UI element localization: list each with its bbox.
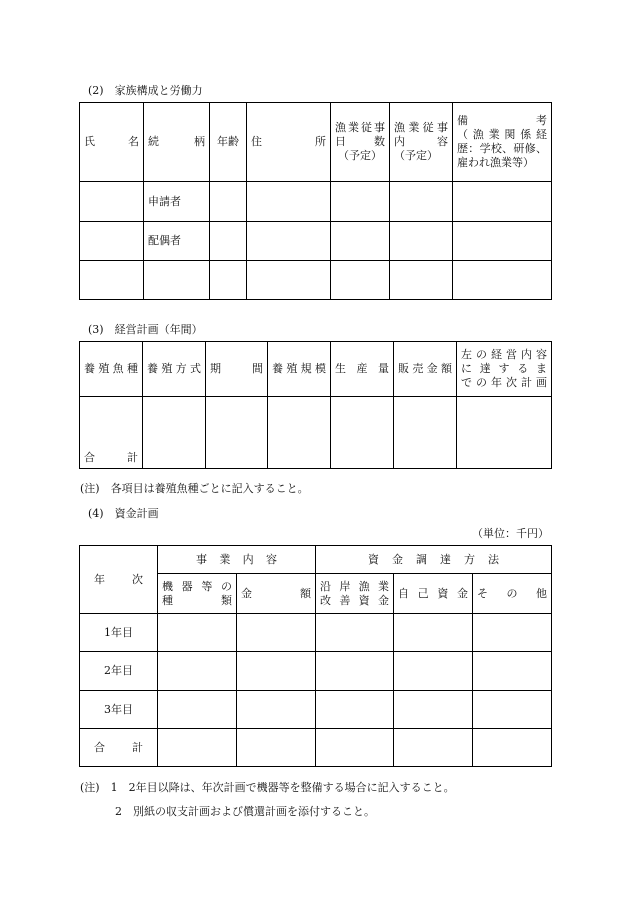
table-row <box>80 261 552 300</box>
header-business: 事 業 内 容 <box>158 546 316 574</box>
header-equipment <box>158 574 237 614</box>
table-row <box>80 729 552 767</box>
header-work-content-l1: 漁業従事 <box>394 121 448 134</box>
table-row <box>80 397 552 469</box>
header-own-fund: 自 己 資 金 <box>394 574 473 614</box>
header-sales: 販売金額 <box>394 342 457 397</box>
header-annual-plan-l1: 左の経営内容 <box>461 348 547 361</box>
total-label: 合 計 <box>80 729 158 767</box>
header-method: 養殖方式 <box>143 342 206 397</box>
header-equipment-l1: 機 器 等 の <box>162 579 232 593</box>
header-remarks <box>453 103 552 182</box>
header-work-days-l2: 日 数 <box>335 135 385 148</box>
header-year: 年 次 <box>80 546 158 614</box>
header-species: 養殖魚種 <box>80 342 143 397</box>
unit-label: （単位：千円） <box>472 527 549 540</box>
header-work-content <box>390 103 453 182</box>
section2-heading: (2) 家族構成と労働力 <box>88 84 203 97</box>
header-annual-plan <box>457 342 552 397</box>
header-age: 年齢 <box>210 103 247 182</box>
header-coastal-fund-l2: 改 善 資 金 <box>320 593 389 607</box>
table-row <box>80 652 552 691</box>
header-work-days <box>331 103 390 182</box>
management-plan-table <box>79 341 552 469</box>
header-remarks-l4: 雇われ漁業等） <box>457 156 534 169</box>
header-scale: 養殖規模 <box>268 342 331 397</box>
header-coastal-fund-l1: 沿 岸 漁 業 <box>320 579 389 593</box>
header-coastal-fund <box>316 574 394 614</box>
header-other: そ の 他 <box>473 574 552 614</box>
header-relation: 続 柄 <box>144 103 210 182</box>
year-cell: 3年目 <box>80 691 158 729</box>
section3-heading: (3) 経営計画（年間） <box>88 323 203 336</box>
year-cell: 2年目 <box>80 652 158 691</box>
table-row <box>80 691 552 729</box>
family-labor-table <box>79 102 552 300</box>
header-amount: 金 額 <box>237 574 316 614</box>
note-line-2: 2 別紙の収支計画および償還計画を添付すること。 <box>115 805 375 818</box>
table-row <box>80 222 552 261</box>
relation-cell: 申請者 <box>144 182 210 222</box>
relation-cell: 配偶者 <box>144 222 210 261</box>
funding-plan-table <box>79 545 552 767</box>
header-equipment-l2: 種 類 <box>162 593 232 607</box>
section4-heading: (4) 資金計画 <box>88 507 159 520</box>
header-period: 期 間 <box>206 342 268 397</box>
header-remarks-l2: （漁業関係経 <box>457 128 547 141</box>
header-name: 氏 名 <box>80 103 144 182</box>
header-annual-plan-l2: に 達 す る ま <box>461 362 547 375</box>
table-row <box>80 182 552 222</box>
header-work-content-l3: （予定） <box>394 149 438 162</box>
total-label: 合 計 <box>80 397 143 469</box>
year-cell: 1年目 <box>80 614 158 652</box>
header-output: 生 産 量 <box>331 342 394 397</box>
header-remarks-l3: 歴：学校、研修、 <box>457 142 547 155</box>
note-line-1: (注) 1 2年目以降は、年次計画で機器等を整備する場合に記入すること。 <box>80 781 455 794</box>
header-work-content-l2: 内 容 <box>394 135 448 148</box>
header-funding: 資 金 調 達 方 法 <box>316 546 552 574</box>
header-annual-plan-l3: で の 年 次 計 画 <box>461 376 547 389</box>
relation-cell <box>144 261 210 300</box>
table-row <box>80 614 552 652</box>
header-work-days-l3: （予定） <box>338 149 382 162</box>
note-species: (注) 各項目は養殖魚種ごとに記入すること。 <box>80 482 309 495</box>
header-address: 住 所 <box>247 103 331 182</box>
header-remarks-l1: 備 考 <box>457 114 547 127</box>
header-work-days-l1: 漁業従事 <box>335 121 385 134</box>
